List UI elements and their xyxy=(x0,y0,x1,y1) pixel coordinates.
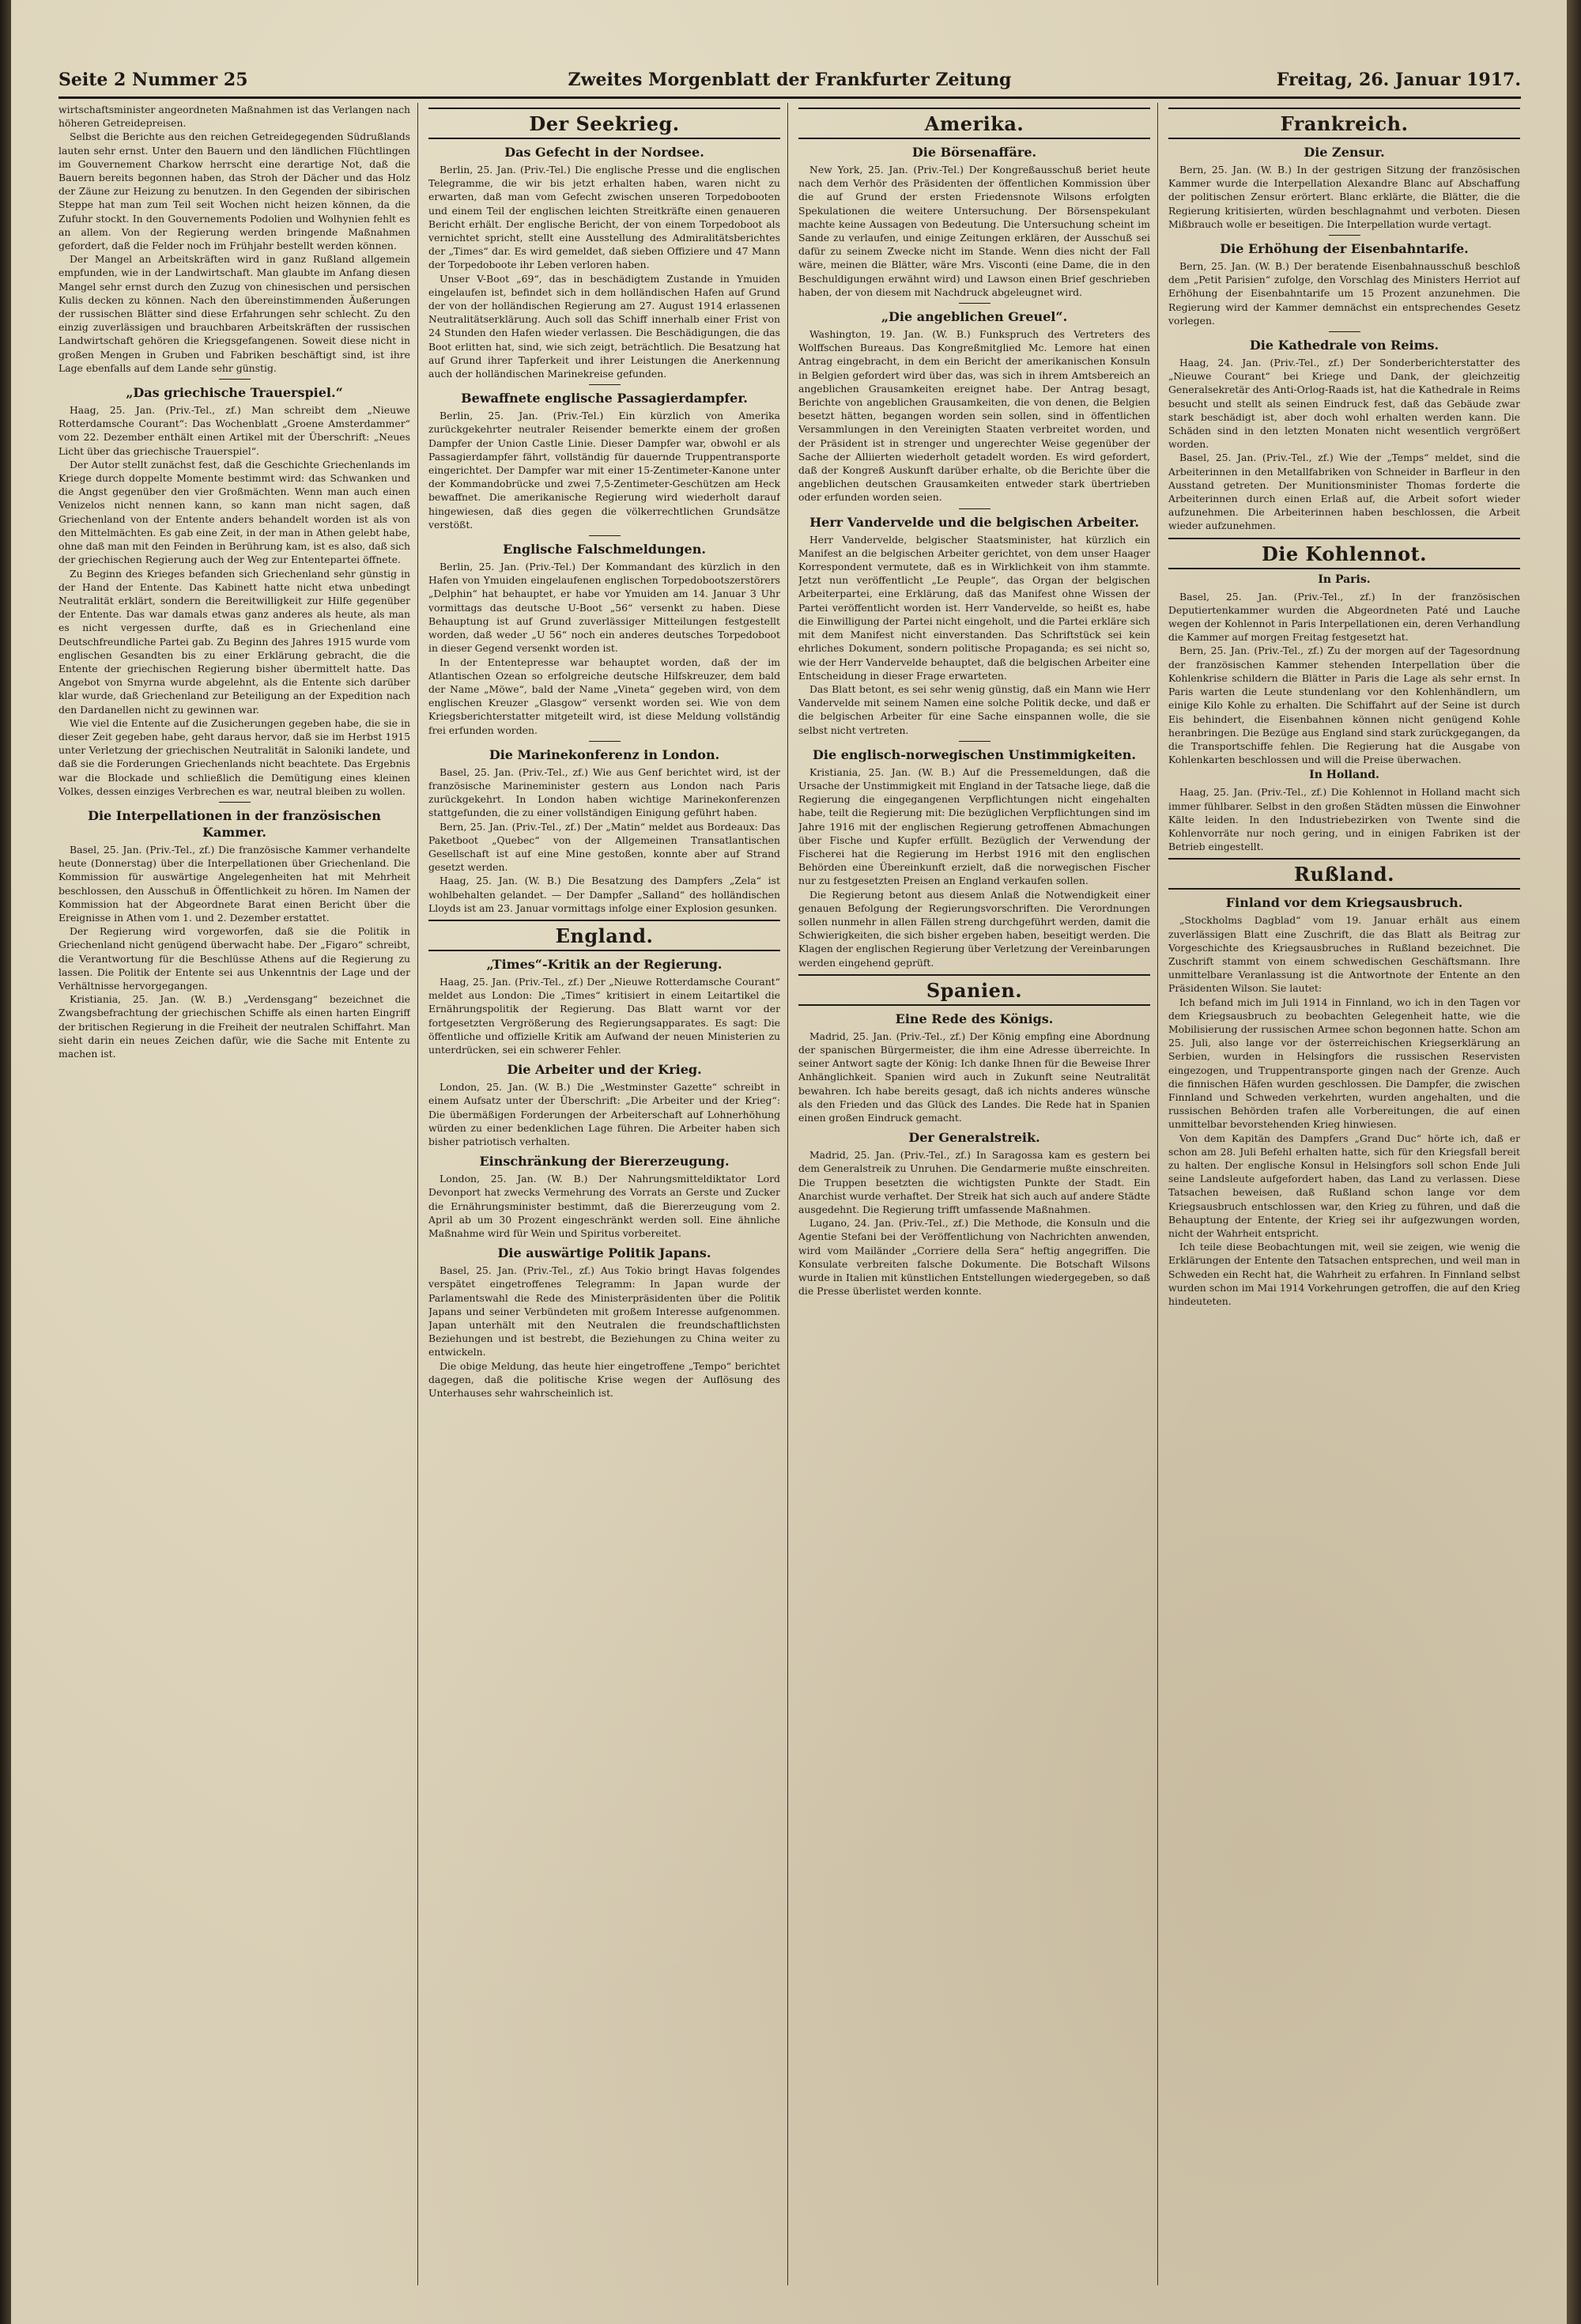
paragraph: In der Ententepresse war behauptet worden, daß der im Atlantischen Ozean so erfolgreiche deutsche Hilfskreuzer, dem bald der Name „Möwe“, bald der Name „Vineta“ gegeben wird, von dem englischen Kreuzer „Glasgow“ versenkt worden sei. Wie von dem Kriegsberichterstatter mitgeteilt wird, ist diese Meldung vollständig frei erfunden worden. xyxy=(428,656,780,736)
column-4 xyxy=(1168,103,1520,2293)
paragraph: Unser V-Boot „69“, das in beschädigtem Zustande in Ymuiden eingelaufen ist, befindet sich in dem holländischen Hafen auf Grund der von der holländischen Regierung am 27. August 1914 erlassenen Neutralitätserklärung. Auch soll das Schiff innerhalb einer Frist von 24 Stunden den Hafen wieder verlassen. Die Beschädigungen, die das Boot erlitten hat, sind, wie sich zeigt, beträchtlich. Die Besatzung hat auf Grund ihrer Tapferkeit und ihrer Leistungen die Anerkennung auch der holländischen Marinekreise gefunden. xyxy=(428,272,780,380)
paragraph: Berlin, 25. Jan. (Priv.-Tel.) Ein kürzlich von Amerika zurückgekehrter neutraler Reisender bemerkte einem der großen Dampfer der Union Castle Linie. Dieser Dampfer war, obwohl er als Passagierdampfer fährt, vollständig für dauernde Truppentransporte eingerichtet. Der Dampfer war mit einer 15-Zentimeter-Kanone unter der Kommandobrücke und zwei 7,5-Zentimeter-Geschützen am Heck bewaffnet. Die amerikanische Regierung wird wiederholt darauf hingewiesen, daß dies gegen die völkerrechtlichen Grundsätze verstößt. xyxy=(428,410,780,531)
paragraph: Die obige Meldung, das heute hier eingetroffene „Tempo“ berichtet dagegen, daß die politische Krise wegen der Auflösung des Unterhauses sehr wahrscheinlich ist. xyxy=(428,1359,780,1400)
separator xyxy=(959,741,990,742)
article-title-alleged-atrocities: „Die angeblichen Greuel“. xyxy=(881,309,1068,325)
paragraph: London, 25. Jan. (W. B.) Der Nahrungsmitteldiktator Lord Devonport hat zwecks Vermehrung des Vorrats an Gerste und Zucker die Ernährungsminister bestimmt, daß die Biererzeugung vom 2. April ab um 30 Prozent eingeschränkt werden soll. Eine ähnliche Maßnahme wird für Wein und Spiritus vorbereitet. xyxy=(428,1173,780,1239)
column-3 xyxy=(798,103,1150,2293)
paragraph: Haag, 25. Jan. (Priv.-Tel., zf.) Die Kohlennot in Holland macht sich immer fühlbarer. Selbst in den großen Städten müssen die Einwohner Kälte leiden. In den Industriebezirken von Twente sind die Kohlenvorräte nur noch gering, und in einigen Fabriken ist der Betrieb eingestellt. xyxy=(1168,786,1520,853)
section-heading-france: Frankreich. xyxy=(1168,108,1520,139)
article-title-finland-war-outbreak: Finland vor dem Kriegsausbruch. xyxy=(1225,895,1463,911)
separator xyxy=(219,379,251,380)
article-title-in-holland: In Holland. xyxy=(1309,769,1379,782)
article-title-false-reports: Englische Falschmeldungen. xyxy=(503,542,706,557)
article-title-armed-steamers: Bewaffnete englische Passagierdampfer. xyxy=(461,391,748,406)
article-title-greek-tragedy: „Das griechische Trauerspiel.“ xyxy=(126,385,343,401)
column-rule xyxy=(417,103,418,2285)
masthead-date: Freitag, 26. Januar 1917. xyxy=(1276,70,1521,90)
separator xyxy=(589,741,621,742)
masthead-page-number: Seite 2 Nummer 25 xyxy=(58,70,248,90)
paragraph: Die Regierung betont aus diesem Anlaß die Notwendigkeit einer genauen Befolgung der Regierungsvorschriften. Die Verordnungen sollen nunmehr in allen Fällen streng durchgeführt werden, damit die Schwierigkeiten, die sich bisher ergeben haben, beseitigt werden. Die Klagen der englischen Regierung über Verletzung der Vereinbarungen werden eingehend geprüft. xyxy=(798,888,1150,969)
paragraph: Bern, 25. Jan. (Priv.-Tel., zf.) Der „Matin“ meldet aus Bordeaux: Das Paketboot „Quebec“ von der Allgemeinen Transatlantischen Gesellschaft ist auf eine Mine gestoßen, konnte aber auf Strand gesetzt werden. xyxy=(428,820,780,874)
paragraph: Basel, 25. Jan. (Priv.-Tel., zf.) Wie der „Temps“ meldet, sind die Arbeiterinnen in den Metallfabriken von Schneider in Barfleur in den Ausstand getreten. Der Munitionsminister Thomas forderte die Arbeiterinnen durch einen Erlaß auf, die Arbeit sofort wieder aufzunehmen. Die Arbeiterinnen haben beschlossen, die Arbeit wieder aufzunehmen. xyxy=(1168,452,1520,532)
article-title-times-criticism: „Times“-Kritik an der Regierung. xyxy=(486,956,723,972)
scan-edge-left xyxy=(0,0,11,2324)
column-rule xyxy=(787,103,788,2285)
article-title-censorship: Die Zensur. xyxy=(1304,145,1385,160)
paragraph: Ich befand mich im Juli 1914 in Finnland, wo ich in den Tagen vor dem Kriegsausbruch zu beobachten Gelegenheit hatte, wie die Mobilisierung der russischen Armee schon begonnen hatte. Schon am 25. Juli, also lange vor der österreichischen Kriegserklärung an Serbien, wurden in Helsingfors die russischen Reservisten eingezogen, und Truppentransporte gingen nach der Grenze. Auch die finnischen Häfen wurden geschlossen. Die Dampfer, die zwischen Finnland und Schweden verkehrten, wurden angehalten, und die russischen Behörden trafen alle Vorbereitungen, die auf einen unmittelbar bevorstehenden Krieg hinwiesen. xyxy=(1168,996,1520,1131)
separator xyxy=(959,508,990,509)
scan-edge-right xyxy=(1567,0,1581,2324)
paragraph: Ich teile diese Beobachtungen mit, weil sie zeigen, wie wenig die Erklärungen der Entente den Tatsachen entsprechen, und weil man in Schweden ein Recht hat, die Wahrheit zu erfahren. In Finnland selbst wurden schon im Mai 1914 Vorkehrungen getroffen, die auf den Krieg hindeuteten. xyxy=(1168,1241,1520,1308)
paragraph: Berlin, 25. Jan. (Priv.-Tel.) Der Kommandant des kürzlich in den Hafen von Ymuiden eingelaufenen englischen Torpedobootszerstörers „Delphin“ hat behauptet, er habe vor Ymuiden am 14. Januar 3 Uhr vormittags das deutsche U-Boot „56“ versenkt zu haben. Diese Behauptung ist auf Grund zuverlässiger Mitteilungen festgestellt worden, daß weder „U 56“ noch ein anderes deutsches Torpedoboot in dieser Gegend versenkt worden ist. xyxy=(428,561,780,655)
paragraph: Basel, 25. Jan. (Priv.-Tel., zf.) In der französischen Deputiertenkammer wurden die Abgeordneten Paté und Lauche wegen der Kohlennot in Paris Interpellationen ein, deren Verhandlung die Kammer auf morgen Freitag festgesetzt hat. xyxy=(1168,590,1520,644)
paragraph: Berlin, 25. Jan. (Priv.-Tel.) Die englische Presse und die englischen Telegramme, die wir bis jetzt erhalten haben, waren nicht zu erwarten, daß man vom Gefecht zwischen unseren Torpedobooten und einem Teil der englischen leichten Streitkräfte einen genaueren Bericht erhält. Der englische Bericht, der von einem Torpedoboot als vernichtet spricht, stellt eine Ausstellung des Admiralitätsberichtes der „Times“ dar. Es wird gemeldet, daß sieben Offiziere und 47 Mann der Torpedoboote ihr Leben verloren haben. xyxy=(428,164,780,271)
paragraph: New York, 25. Jan. (Priv.-Tel.) Der Kongreßausschuß beriet heute nach dem Verhör des Präsidenten der öffentlichen Kommission über die auf Grund der ersten Friedensnote Wilsons erfolgten Spekulationen die weitere Untersuchung. Der Börsenspekulant machte keine Aussagen von Bedeutung. Die Untersuchung scheint im Sande zu verlaufen, und einige Zeitungen erklären, der Ausschuß sei dafür zu seinem Zwecke nicht im Stande. Wenn dies nicht der Fall wäre, meinen die Blätter, wäre Mrs. Visconti (eine Dame, die in den Beschuldigungen erwähnt wird) und Lawson einen Brief geschrieben haben, der von diesem mit Nachdruck abgeleugnet wird. xyxy=(798,164,1150,298)
paragraph: Basel, 25. Jan. (Priv.-Tel., zf.) Aus Tokio bringt Havas folgendes verspätet eingetroffenes Telegramm: In Japan wurde der Parlamentswahl die Rede des Ministerpräsidenten über die Politik Japans und seiner Verbündeten mit großem Interesse aufgenommen. Japan unterhält mit den Neutralen die freundschaftlichsten Beziehungen und ist bestrebt, die Beziehungen zu China weiter zu entwickeln. xyxy=(428,1264,780,1359)
paragraph: Herr Vandervelde, belgischer Staatsminister, hat kürzlich ein Manifest an die belgischen Arbeiter gerichtet, von dem unser Haager Korrespondent vermutete, daß es in Wirklichkeit von ihm stammte. Jetzt nun veröffentlicht „Le Peuple“, das Organ der belgischen Arbeiterpartei, eine Erklärung, daß das Manifest ohne Wissen der Partei veröffentlicht worden ist. Herr Vandervelde, so heißt es, habe die Einwilligung der Partei nicht eingeholt, und die Partei erkläre sich mit dem Manifest nicht einverstanden. Das Schriftstück sei kein ehrliches Dokument, sondern politische Propaganda; es sei nicht so, wie der Herr Vandervelde behauptet, daß die belgischen Arbeiter eine Entscheidung in dieser Frage erwarteten. xyxy=(798,533,1150,682)
article-title-north-sea-battle: Das Gefecht in der Nordsee. xyxy=(504,145,704,160)
paragraph: Bern, 25. Jan. (W. B.) In der gestrigen Sitzung der französischen Kammer wurde die Interpellation Alexandre Blanc auf Abschaffung der politischen Zensur erörtert. Blanc erklärte, die Blätter, die die Regierung kritisierten, würden beschlagnahmt und verboten. Diesen Mißbrauch wolle er beseitigen. Die Interpellation wurde vertagt. xyxy=(1168,164,1520,230)
paragraph: Das Blatt betont, es sei sehr wenig günstig, daß ein Mann wie Herr Vandervelde mit seinem Namen eine solche Politik decke, und daß er die belgischen Arbeiter für eine Sache einspannen wolle, die sie selbst nicht vertreten. xyxy=(798,682,1150,736)
separator xyxy=(959,303,990,304)
section-heading-coal-shortage: Die Kohlennot. xyxy=(1168,538,1520,569)
paragraph: Kristiania, 25. Jan. (W. B.) Auf die Pressemeldungen, daß die Ursache der Unstimmigkeit mit England in der Tatsache liege, daß die Regierung die eingegangenen Verpflichtungen nicht eingehalten habe, teilt die Regierung mit: Die bezüglichen Verpflichtungen sind im Jahre 1916 mit der englischen Regierung getroffenen Abmachungen über Fische und Kupfer erfüllt. Bezüglich der Verwendung der Fischerei hat die Regierung im Herbst 1916 mit den englischen Behörden eine Übereinkunft erzielt, daß die norwegischen Fischer nur zu festgesetzten Preisen an England verkaufen sollen. xyxy=(798,765,1150,887)
article-title-vandervelde: Herr Vandervelde und die belgischen Arbeiter. xyxy=(809,514,1139,530)
article-title-anglo-norwegian: Die englisch-norwegischen Unstimmigkeiten. xyxy=(813,746,1136,762)
paragraph: wirtschaftsminister angeordneten Maßnahmen ist das Verlangen nach höheren Getreidepreisen. xyxy=(58,104,410,130)
masthead-newspaper-title: Zweites Morgenblatt der Frankfurter Zeitung xyxy=(568,70,1012,90)
paragraph: Wie viel die Entente auf die Zusicherungen gegeben habe, die sie in dieser Zeit gegeben habe, geht daraus hervor, daß sie im Herbst 1915 unter Verletzung der griechischen Neutralität in Saloniki landete, und daß sie die Forderungen Griechenlands nicht beachtete. Das Ergebnis war die Blockade und schließlich die Demütigung eines kleinen Volkes, dessen einziges Verbrechen es war, neutral bleiben zu wollen. xyxy=(58,716,410,797)
column-1 xyxy=(58,103,410,2293)
article-title-general-strike: Der Generalstreik. xyxy=(908,1130,1040,1146)
separator xyxy=(589,384,621,385)
article-title-reims-cathedral: Die Kathedrale von Reims. xyxy=(1249,338,1440,353)
paragraph: Der Mangel an Arbeitskräften wird in ganz Rußland allgemein empfunden, wie in der Landwirtschaft. Man glaubte im Anfang diesen Mangel sehr ernst durch den Zuzug von chinesischen und persischen Kulis decken zu können. Nach den übereinstimmenden Äußerungen der russischen Blätter sind diese Erfahrungen sehr schlecht. Zu den einzig zuverlässigen und brauchbaren Arbeitskräften der russischen Landwirtschaft gehören die Kriegsgefangenen. Soweit diese nicht in großen Mengen in Gruben und Fabriken beschäftigt sind, ist ihre Lage ebenfalls auf dem Lande sehr günstig. xyxy=(58,253,410,374)
paragraph: Lugano, 24. Jan. (Priv.-Tel., zf.) Die Methode, die Konsuln und die Agentie Stefani bei der Veröffentlichung von Nachrichten anwenden, wird vom Mailänder „Corriere della Sera“ heftig angegriffen. Die Konsulate verbreiten falsche Dokumente. Die Botschaft Wilsons wurde in Italien mit künstlichen Entstellungen wiedergegeben, so daß die Presse überlistet werden konnte. xyxy=(798,1217,1150,1298)
column-2 xyxy=(428,103,780,2293)
separator xyxy=(1329,235,1360,236)
paragraph: Haag, 25. Jan. (Priv.-Tel., zf.) Der „Nieuwe Rotterdamsche Courant“ meldet aus London: Die „Times“ kritisiert in einem Leitartikel die Ernährungspolitik der Regierung. Das Blatt warnt vor der fortgesetzten Vergrößerung des Regierungsapparates. Es sagt: Die öffentliche und offizielle Kritik am Aufwand der neuen Ministerien zu unterdrücken, sei ein schwerer Fehler. xyxy=(428,975,780,1056)
article-title-naval-conference: Die Marinekonferenz in London. xyxy=(489,746,720,762)
paragraph: Der Autor stellt zunächst fest, daß die Geschichte Griechenlands im Kriege durch doppelte Momente bestimmt wird: das Schwanken und die Angst gegenüber den vier Großmächten. Wenn man auch einen Venizelos nicht nennen kann, so kann man nicht sagen, daß Griechenland von der Entente anders behandelt worden ist als von den Mittelmächten. Es gab eine Zeit, in der man in Athen gelebt habe, ohne daß man mit den Feinden in Berührung kam, ist es also, daß sich der griechischen Regierung auch der Weg zur Ententepartei öffnete. xyxy=(58,458,410,566)
column-rule xyxy=(1157,103,1158,2285)
article-title-japan-policy: Die auswärtige Politik Japans. xyxy=(497,1245,711,1261)
article-title-railway-tariffs: Die Erhöhung der Eisenbahntarife. xyxy=(1220,241,1469,257)
separator xyxy=(1329,331,1360,332)
article-title-stock-affair: Die Börsenaffäre. xyxy=(911,145,1037,160)
paragraph: Selbst die Berichte aus den reichen Getreidegegenden Südrußlands lauten sehr ernst. Unter den Bauern und den ländlichen Flüchtlingen im Gouvernement Charkow herrscht eine derartige Not, daß die Bauern bereits begonnen haben, das Stroh der Dächer und das Holz der Zäune zur Heizung zu benutzen. In den Gegenden der sibirischen Steppe hat man zum Teil seit Wochen nicht heizen können, da die Zufuhr stockt. In den Gouvernements Podolien und Wolhynien fehlt es an allem. Von der Regierung werden bringende Maßnahmen gefordert, daß die Felder noch im Frühjahr bestellt werden können. xyxy=(58,130,410,252)
paragraph: Der Regierung wird vorgeworfen, daß sie die Politik in Griechenland nicht genügend überwacht habe. Der „Figaro“ schreibt, die Verantwortung für die Beschlüsse Athens auf die Regierung zu lassen. Die Politik der Entente sei aus Unkenntnis der Lage und der Verhältnisse hervorgegangen. xyxy=(58,925,410,992)
masthead xyxy=(58,65,1521,99)
section-heading-america: Amerika. xyxy=(798,108,1150,139)
paragraph: Haag, 25. Jan. (W. B.) Die Besatzung des Dampfers „Zela“ ist wohlbehalten gelandet. — Der Dampfer „Salland“ des holländischen Lloyds ist am 23. Januar vormittags infolge einer Explosion gesunken. xyxy=(428,875,780,914)
paragraph: „Stockholms Dagblad“ vom 19. Januar erhält aus einem zuverlässigen Blatt eine Zuschrift, die das Blatt als Beitrag zur Vorgeschichte des Kriegsausbruches in Rußland bezeichnet. Die Zuschrift stammt von einem schwedischen Geschäftsmann. Ihre unmittelbare Veranlassung ist die Antwortnote der Entente an den Präsidenten Wilson. Sie lautet: xyxy=(1168,914,1520,995)
separator xyxy=(589,535,621,536)
paragraph: Kristiania, 25. Jan. (W. B.) „Verdensgang“ bezeichnet die Zwangsbefrachtung der griechischen Schiffe als einen harten Eingriff der britischen Regierung in die Freiheit der neutralen Schiffahrt. Man sieht darin ein neues Zeichen dafür, wie die Sache mit Entente zu machen ist. xyxy=(58,993,410,1060)
paragraph: Madrid, 25. Jan. (Priv.-Tel., zf.) In Saragossa kam es gestern bei dem Generalstreik zu Unruhen. Die Gendarmerie mußte einschreiten. Die Truppen besetzten die wichtigsten Punkte der Stadt. Ein Anarchist wurde verhaftet. Der Streik hat sich auch auf andere Städte ausgedehnt. Die Regierung trifft umfassende Maßnahmen. xyxy=(798,1149,1150,1215)
paragraph: Madrid, 25. Jan. (Priv.-Tel., zf.) Der König empfing eine Abordnung der spanischen Bürgermeister, die ihm eine Adresse überreichte. In seiner Antwort sagte der König: Ich danke Ihnen für die Beweise Ihrer Anhänglichkeit. Spanien wird auch in Zukunft seine Neutralität bewahren. Ich habe bereits gesagt, daß ich nichts anderes wünsche als den Frieden und das Glück des Landes. Die Rede hat in Spanien einen großen Eindruck gemacht. xyxy=(798,1030,1150,1124)
paragraph: Zu Beginn des Krieges befanden sich Griechenland sehr günstig in der Hand der Entente. Das Kabinett hatte nicht etwa unbedingt Neutralität erklärt, sondern die Bereitwilligkeit zur Hilfe gegenüber der Entente. Das war damals etwas ganz anderes als heute, als man es nicht vergessen durfte, daß es in Griechenland eine Deutschfreundliche Partei gab. Zu Beginn des Jahres 1915 wurde vom englischen Gesandten bis zu einer Erklärung gebracht, die die Entente der griechischen Regierung bisher übermittelt hatte. Das Angebot von Smyrna wurde abgelehnt, als die Entente sich darüber klar wurde, daß Griechenland zur Beteiligung an der Expedition nach den Dardanellen nicht zu gewinnen war. xyxy=(58,567,410,716)
paragraph: Bern, 25. Jan. (W. B.) Der beratende Eisenbahnausschuß beschloß dem „Petit Parisien“ zufolge, den Vorschlag des Ministers Herriot auf Erhöhung der Eisenbahntarife um 15 Prozent anzunehmen. Die Regierung wird der Kammer demnächst ein entsprechendes Gesetz vorlegen. xyxy=(1168,260,1520,327)
section-heading-england: England. xyxy=(428,920,780,951)
paragraph: London, 25. Jan. (W. B.) Die „Westminster Gazette“ schreibt in einem Aufsatz unter der Überschrift: „Die Arbeiter und der Krieg“: Die übermäßigen Forderungen der Arbeiterschaft auf Lohnerhöhung würden zu einer bedenklichen Lage führen. Die Arbeiter haben sich bisher patriotisch verhalten. xyxy=(428,1081,780,1147)
section-heading-russia: Rußland. xyxy=(1168,858,1520,890)
paragraph: Von dem Kapitän des Dampfers „Grand Duc“ hörte ich, daß er schon am 28. Juli Befehl erhalten hatte, sich für den Kriegsfall bereit zu halten. Der englische Konsul in Helsingfors soll schon Ende Juli seine Landsleute aufgefordert haben, das Land zu verlassen. Diese Tatsachen beweisen, daß Rußland schon lange vor dem Kriegsausbruch entschlossen war, den Krieg zu führen, und daß die Behauptung der Entente, der Krieg sei ihr aufgezwungen worden, nicht der Wahrheit entspricht. xyxy=(1168,1132,1520,1239)
article-title-french-interpellations: Die Interpellationen in der französischen Kammer. xyxy=(88,807,381,840)
section-heading-naval-war: Der Seekrieg. xyxy=(428,108,780,139)
separator xyxy=(219,802,251,803)
article-title-kings-speech: Eine Rede des Königs. xyxy=(895,1011,1054,1026)
paragraph: Haag, 25. Jan. (Priv.-Tel., zf.) Man schreibt dem „Nieuwe Rotterdamsche Courant“: Das Wochenblatt „Groene Amsterdammer“ vom 22. Dezember enthält einen Artikel mit der Überschrift: „Neues Licht über das griechische Trauerspiel“. xyxy=(58,404,410,457)
article-title-beer-production: Einschränkung der Biererzeugung. xyxy=(479,1154,730,1170)
article-title-workers-and-war: Die Arbeiter und der Krieg. xyxy=(507,1062,702,1078)
section-heading-spain: Spanien. xyxy=(798,974,1150,1006)
paragraph: Haag, 24. Jan. (Priv.-Tel., zf.) Der Sonderberichterstatter des „Nieuwe Courant“ bei Kriege und Dank, der gleichzeitig Generalsekretär des Anti-Orlog-Raads ist, hat die Kathedrale in Reims besucht und stellt als seinen Eindruck fest, daß das Gebäude zwar stark beschädigt ist, aber doch wohl erhalten werden kann. Die Schäden sind in den letzten Monaten nicht wesentlich vergrößert worden. xyxy=(1168,357,1520,451)
newspaper-page xyxy=(11,0,1567,2324)
paragraph: Basel, 25. Jan. (Priv.-Tel., zf.) Wie aus Genf berichtet wird, ist der französische Marineminister gestern aus London nach Paris zurückgekehrt. In London haben wichtige Marinekonferenzen stattgefunden, die zu einer vollständigen Einigung geführt haben. xyxy=(428,765,780,819)
paragraph: Washington, 19. Jan. (W. B.) Funkspruch des Vertreters des Wolffschen Bureaus. Das Kongreßmitglied Mc. Lemore hat einen Antrag eingebracht, in dem ein Bericht der amerikanischen Konsuln in Belgien gefordert wird über das, was sich in ihrem Amtsbereich an angeblichen Grausamkeiten ereignet habe. Der Antrag besagt, Berichte von angeblichen Grausamkeiten, die von denen, die Belgien besetzt hätten, begangen worden sein sollen, sind in öffentlichen Versammlungen in den Vereinigten Staaten verbreitet worden, und der Präsident ist in strenger und ungerechter Weise gegenüber der Sache der Alliierten wiederholt getadelt worden. Es wird gefordert, daß der Kongreß Auskunft darüber erhalte, ob die Berichte über die angeblichen deutschen Grausamkeiten entweder stark übertrieben oder erfunden worden seien. xyxy=(798,328,1150,504)
paragraph: Bern, 25. Jan. (Priv.-Tel., zf.) Zu der morgen auf der Tagesordnung der französischen Kammer stehenden Interpellation über die Kohlenkrise schildern die Blätter in Paris die Lage als sehr ernst. In Paris warten die Leute stundenlang vor den Kohlenhändlern, um einige Kilo Kohle zu erhalten. Die Schiffahrt auf der Seine ist durch Eis behindert, die Eisenbahnen können nicht genügend Kohle heranbringen. Die Bezüge aus England sind stark zurückgegangen, da die Transportschiffe fehlen. Die Regierung hat die Ausgabe von Kohlenkarten beschlossen und will die Preise überwachen. xyxy=(1168,644,1520,766)
paragraph: Basel, 25. Jan. (Priv.-Tel., zf.) Die französische Kammer verhandelte heute (Donnerstag) über die Interpellationen über Griechenland. Die Kommission für auswärtige Angelegenheiten hat mit Mehrheit beschlossen, den Ausschuß in Öffentlichkeit zu hören. Im Namen der Kommission hat der Abgeordnete Barat einen Bericht über die Ereignisse in Athen vom 1. und 2. Dezember erstattet. xyxy=(58,843,410,924)
article-title-in-paris: In Paris. xyxy=(1318,572,1371,586)
